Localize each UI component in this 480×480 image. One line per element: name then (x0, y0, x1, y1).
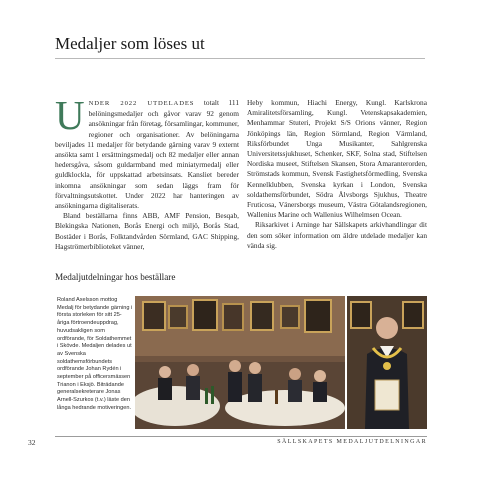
drop-cap: U (55, 92, 85, 138)
photo-caption: Roland Axelsson mottog Medalj för betydande gärning i första storleken för sitt 25-åriga förtroendeuppdrag, huvudsakligen som ordförande, för Soldathemmet i Skövde. Medaljen delades ut av Svenska soldathemsförbundets ordförande Johan Rydén i september på officersmässen Trianon i Eksjö. Biträdande generalsekreterare Jonas Arnell-Szurkos (t.v.) läste den långa hedrande motiveringen. (57, 297, 133, 411)
section-subheading: Medaljutdelningar hos beställare (55, 272, 176, 282)
right-paragraph-1: Heby kommun, Hiachi Energy, Kungl. Karlskrona Amiralitetsförsamling, Kungl. Vetenskapsakademien, Menhammar Stuteri, Projekt S/S Orions vänner, Region Jönköpings län, Region Sörmland, Region Värmland, Riksförbundet Unga Musikanter, Sahlgrenska Universitetssjukhuset, Schenker, SKF, Solna stad, Stiftelsen Nordiska museet, Stiftelsen Skansen, Stora Amaranterorden, Strömstads kommun, Svensk Fastighetsförmedling, Svenska Kennelklubben, Svenska kyrkan i London, Svenska soldathemsförbundet, Södra Älvsborgs Sjukhus, Theatre Fruticosa, Vänersborgs museum, Västra Götalandsregionen, Wallenius Marine och Wallenius Wilhelmsen Ocean. (247, 98, 427, 220)
title-divider (55, 58, 425, 59)
footer-divider (55, 436, 427, 437)
right-paragraph-2: Riksarkivet i Arninge har Sällskapets arkivhandlingar dit den som söker information om äldre utdelade medaljer kan vända sig. (247, 220, 427, 250)
left-column (55, 92, 239, 252)
award-recipient-photo (347, 296, 427, 429)
left-paragraph-1 (55, 92, 239, 211)
left-paragraph-1-body: totalt 111 belöningsmedaljer och gåvor varav 92 genom ansökningar från företag, församlingar, kommuner, regioner och organisationer. Av belöningarna beviljades 11 medaljer för betydande gärning varav 9 externt ansökta samt 1 ersättningsmedalj och 82 medaljer eller annan hedersgåva, såsom guldarmband med miniatyrmedalj eller guldklockla, för uppskattad arbetsinsats. Kansliet bereder inkomna ansökningar som sedan läggs fram för förvaltningsutskottet. Under 2022 har hanteringen av ansökningarna digitaliserats. (55, 98, 239, 211)
ceremony-photo (135, 296, 345, 429)
page-title: Medaljer som löses ut (55, 34, 205, 53)
lead-in-text: NDER 2022 UTDELADES (88, 100, 195, 107)
left-paragraph-2: Bland beställarna finns ABB, AMF Pension, Besqab, Blekingska Nationen, Borås Energi och miljö, Borås Stad, Bostäder i Borås, Folktandvården Sörmland, GAC Shipping, Hagströmerbiblioteket vänner, (55, 211, 239, 251)
running-footer-title: SÄLLSKAPETS MEDALJUTDELNINGAR (277, 439, 427, 445)
page-number: 32 (28, 438, 36, 447)
right-column (247, 98, 427, 251)
